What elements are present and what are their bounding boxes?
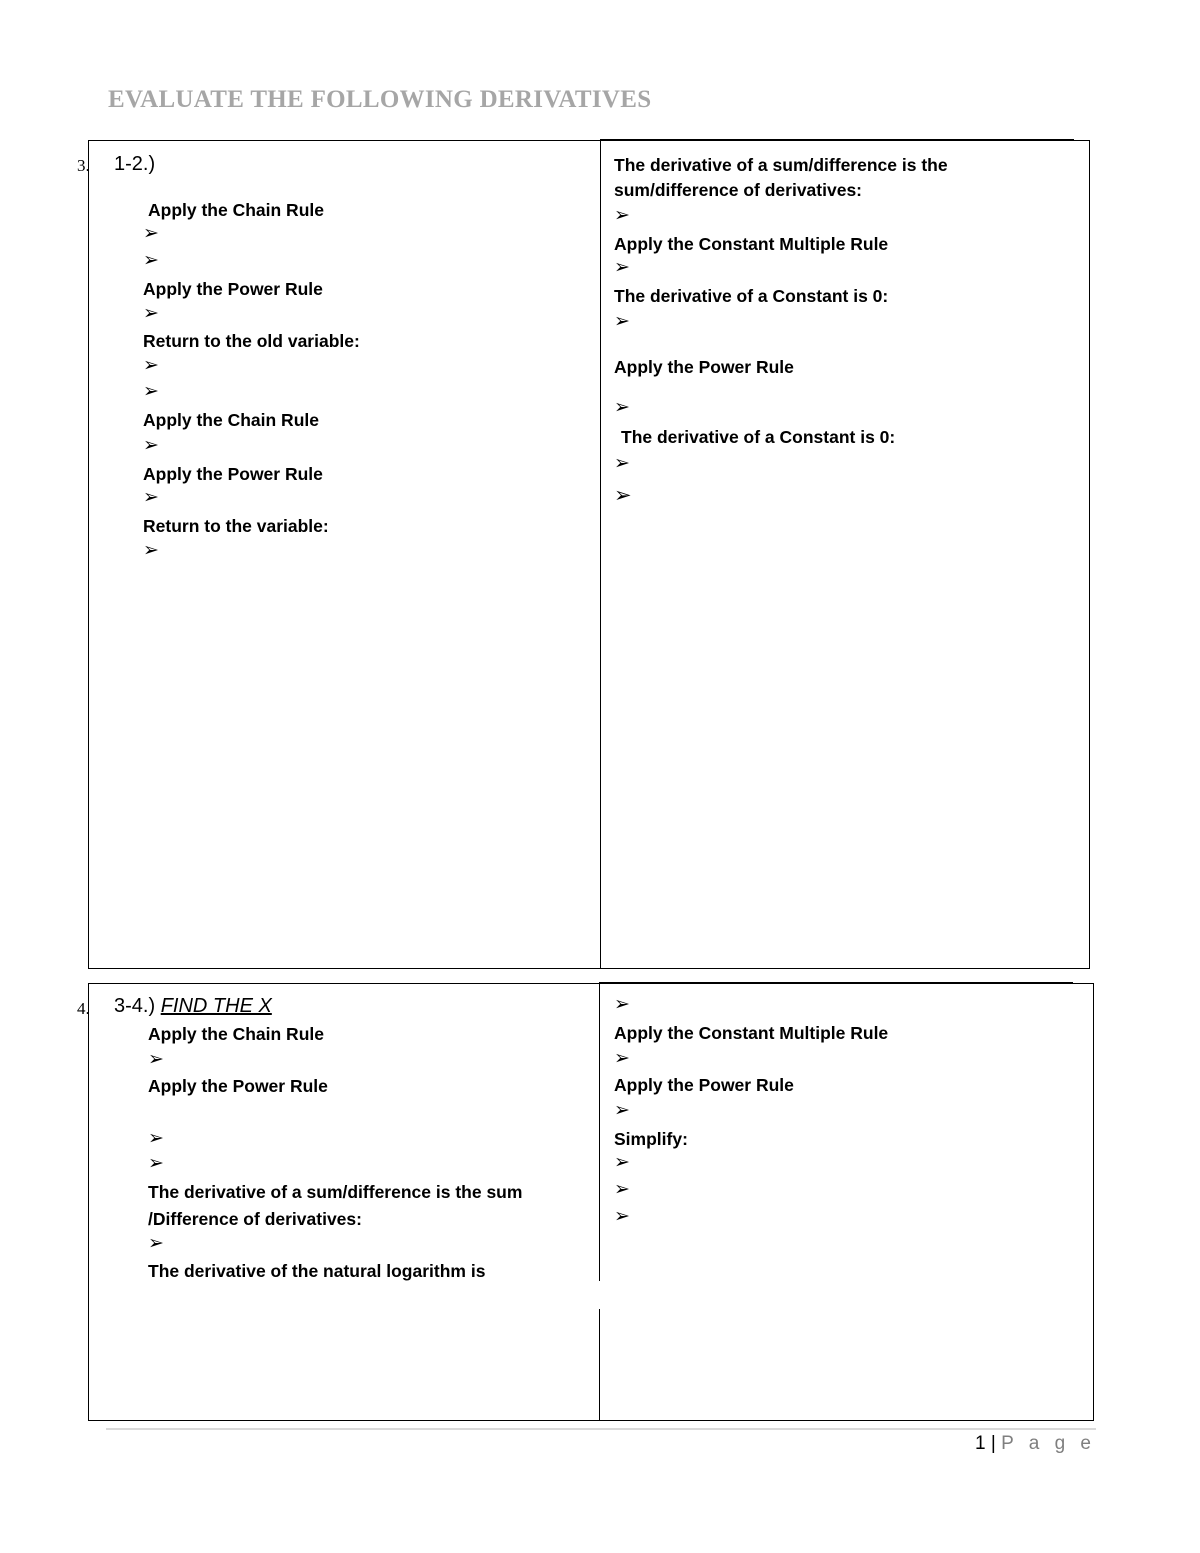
arrow-bullet-icon: ➢ — [614, 1206, 630, 1227]
step-text: Return to the variable: — [143, 516, 329, 536]
page-title: EVALUATE THE FOLLOWING DERIVATIVES — [108, 86, 652, 113]
arrow-bullet-icon: ➢ — [614, 397, 630, 418]
arrow-bullet-icon: ➢ — [143, 487, 159, 508]
arrow-bullet-icon: ➢ — [148, 1128, 164, 1149]
problem-2-label — [114, 995, 272, 1018]
arrow-bullet-icon: ➢ — [614, 453, 630, 474]
arrow-bullet-icon: ➢ — [143, 540, 159, 561]
footer-rule — [106, 1428, 1096, 1430]
step-text: /Difference of derivatives: — [148, 1209, 362, 1229]
step-text: The derivative of a sum/difference is the — [614, 155, 948, 175]
problem-1-number: 3. — [77, 156, 90, 175]
step-text: Apply the Chain Rule — [148, 200, 324, 220]
arrow-bullet-icon: ➢ — [614, 257, 630, 278]
arrow-bullet-icon: ➢ — [614, 311, 630, 332]
step-text: Apply the Power Rule — [614, 357, 794, 377]
arrow-bullet-icon: ➢ — [143, 223, 159, 244]
step-text: Simplify: — [614, 1129, 688, 1149]
step-text: Apply the Constant Multiple Rule — [614, 1023, 889, 1043]
step-text: The derivative of the natural logarithm is — [148, 1261, 486, 1281]
problem-2-instruction: FIND THE X — [160, 995, 272, 1017]
step-text: Apply the Power Rule — [143, 464, 323, 484]
arrow-bullet-icon: ➢ — [143, 303, 159, 324]
step-text: Return to the old variable: — [143, 331, 360, 351]
arrow-bullet-icon: ➢ — [614, 1100, 630, 1121]
step-text: The derivative of a Constant is 0: — [621, 427, 896, 447]
arrow-bullet-icon: ➢ — [614, 994, 630, 1015]
page-footer — [975, 1433, 1096, 1455]
arrow-bullet-icon: ➢ — [614, 484, 632, 507]
arrow-bullet-icon: ➢ — [148, 1233, 164, 1254]
problem-2-divider-upper — [599, 983, 600, 1281]
problem-1-box — [88, 140, 1090, 969]
footer-separator: | — [990, 1433, 996, 1454]
arrow-bullet-icon: ➢ — [614, 205, 630, 226]
arrow-bullet-icon: ➢ — [143, 381, 159, 402]
step-text: Apply the Chain Rule — [143, 410, 319, 430]
problem-1-divider — [600, 140, 601, 969]
page-label: P a g e — [1001, 1433, 1096, 1454]
step-text: Apply the Chain Rule — [148, 1024, 324, 1044]
arrow-bullet-icon: ➢ — [614, 1179, 630, 1200]
step-text: Apply the Power Rule — [143, 279, 323, 299]
page-number: 1 — [975, 1433, 986, 1454]
arrow-bullet-icon: ➢ — [143, 435, 159, 456]
step-text: Apply the Power Rule — [614, 1075, 794, 1095]
arrow-bullet-icon: ➢ — [614, 1152, 630, 1173]
problem-2-divider-lower — [599, 1309, 600, 1421]
arrow-bullet-icon: ➢ — [148, 1153, 164, 1174]
step-text: The derivative of a sum/difference is the sum — [148, 1182, 523, 1202]
step-text: Apply the Power Rule — [148, 1076, 328, 1096]
step-text: The derivative of a Constant is 0: — [614, 286, 889, 306]
step-text: Apply the Constant Multiple Rule — [614, 234, 889, 254]
arrow-bullet-icon: ➢ — [614, 1048, 630, 1069]
arrow-bullet-icon: ➢ — [148, 1049, 164, 1070]
problem-2-top-rule — [599, 982, 1073, 984]
problem-2-number-label: 3-4.) — [114, 995, 156, 1017]
problem-1-label: 1-2.) — [114, 153, 156, 175]
arrow-bullet-icon: ➢ — [143, 355, 159, 376]
problem-1-top-rule — [600, 139, 1074, 141]
problem-2-number: 4. — [77, 999, 90, 1018]
step-text: sum/difference of derivatives: — [614, 180, 862, 200]
arrow-bullet-icon: ➢ — [143, 250, 159, 271]
